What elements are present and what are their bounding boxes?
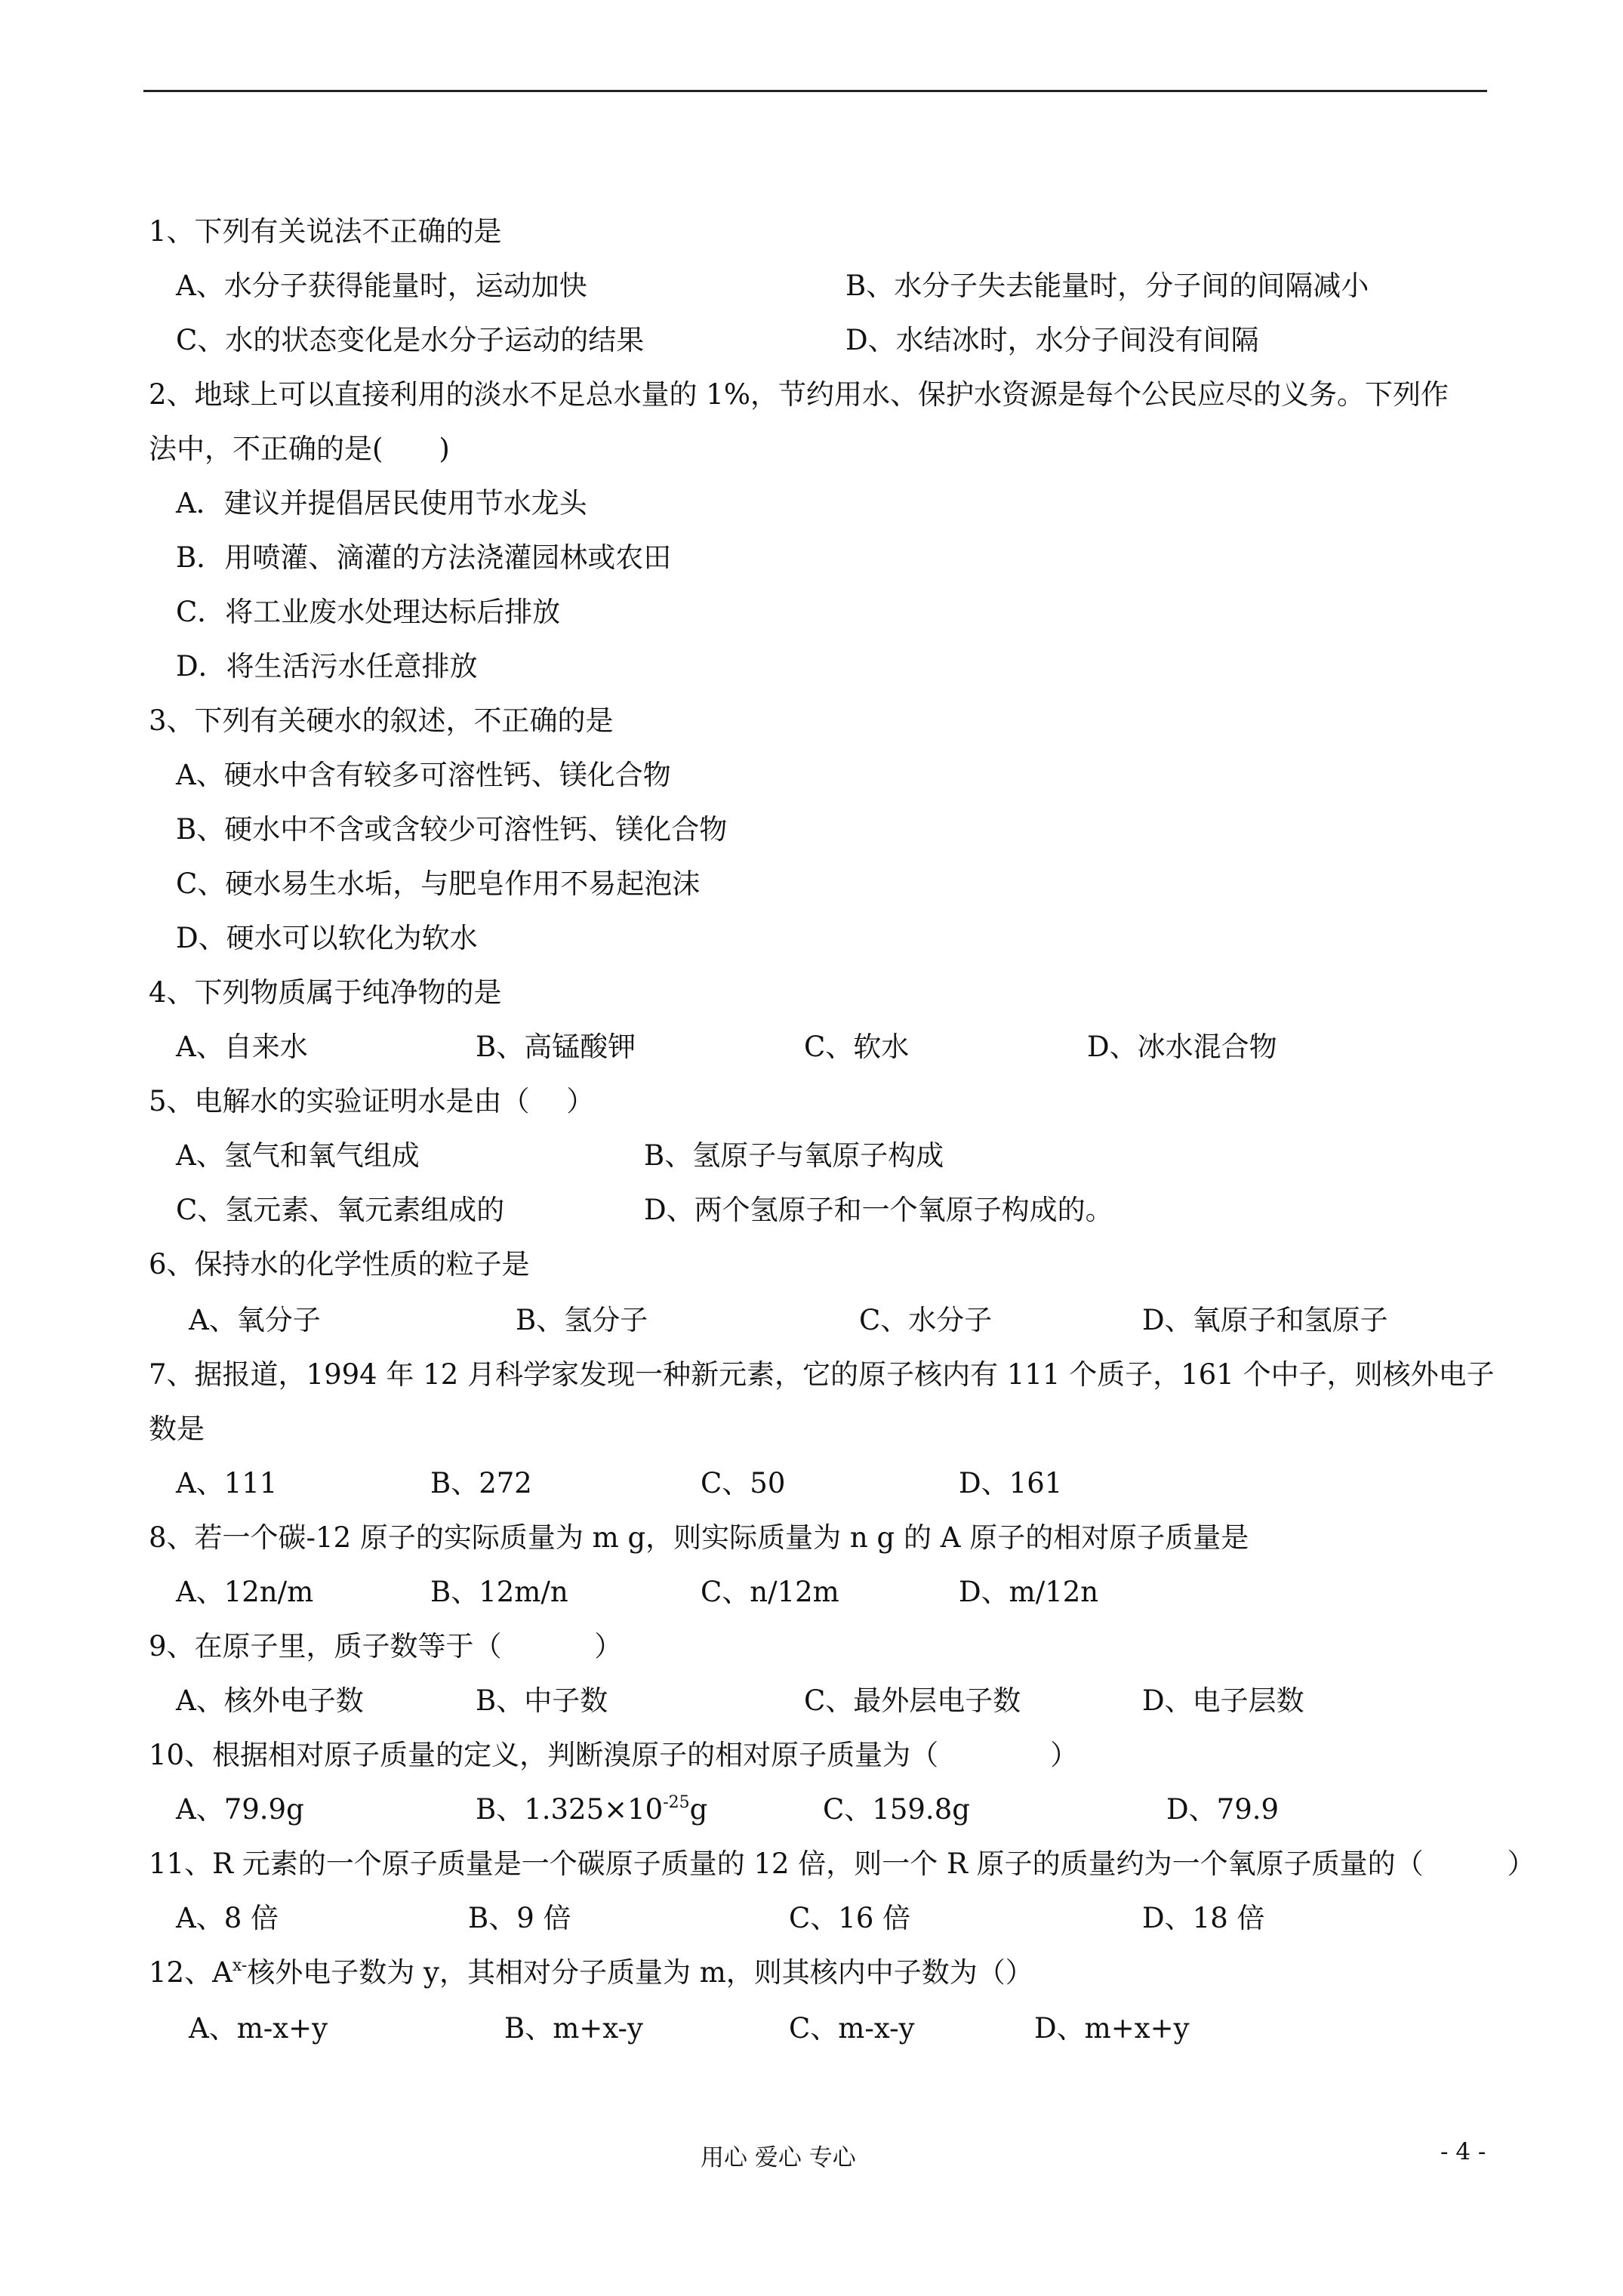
q9-option-a: A、核外电子数 (176, 1684, 364, 1717)
q10-option-b-base: B、1.325×10 (476, 1793, 664, 1826)
q12-stem-prefix: 12、A (149, 1956, 233, 1989)
q10-option-a: A、79.9g (176, 1793, 304, 1826)
q2-option-c: C．将工业废水处理达标后排放 (176, 596, 561, 628)
footer-motto: 用心 爱心 专心 (701, 2144, 856, 2171)
q12-stem-superscript: x- (232, 1955, 248, 1975)
q7-option-c: C、50 (701, 1467, 786, 1499)
question-11-stem: 11、R 元素的一个原子质量是一个碳原子质量的 12 倍，则一个 R 原子的质量约为一个氧原子质量的（ ） (149, 1848, 1535, 1880)
q10-option-b-unit: g (689, 1793, 708, 1826)
question-7-stem-line1: 7、据报道，1994 年 12 月科学家发现一种新元素，它的原子核内有 111 个质子，161 个中子，则核外电子 (149, 1358, 1495, 1391)
question-1-stem: 1、下列有关说法不正确的是 (149, 215, 502, 248)
question-4-stem: 4、下列物质属于纯净物的是 (149, 976, 502, 1009)
q7-option-a: A、111 (176, 1467, 278, 1499)
q11-option-a: A、8 倍 (176, 1902, 279, 1934)
q1-option-c: C、水的状态变化是水分子运动的结果 (176, 324, 645, 356)
q5-option-a: A、氢气和氧气组成 (176, 1139, 420, 1172)
q5-option-d: D、两个氢原子和一个氧原子构成的。 (644, 1194, 1113, 1226)
question-6-stem: 6、保持水的化学性质的粒子是 (149, 1248, 530, 1281)
q8-option-d: D、m/12n (959, 1576, 1099, 1608)
q9-option-d: D、电子层数 (1142, 1684, 1304, 1717)
q4-option-d: D、冰水混合物 (1087, 1031, 1277, 1063)
question-2-stem-line1: 2、地球上可以直接利用的淡水不足总水量的 1%，节约用水、保护水资源是每个公民应尽的义务。下列作 (149, 378, 1449, 411)
q6-option-d: D、氧原子和氢原子 (1142, 1304, 1388, 1336)
q4-option-b: B、高锰酸钾 (476, 1031, 636, 1063)
q5-option-b: B、氢原子与氧原子构成 (644, 1139, 944, 1172)
q2-option-b: B．用喷灌、滴灌的方法浇灌园林或农田 (176, 541, 672, 574)
q1-option-a: A、水分子获得能量时，运动加快 (176, 270, 587, 302)
q11-option-c: C、16 倍 (789, 1902, 911, 1934)
question-5-stem: 5、电解水的实验证明水是由（ ） (149, 1085, 595, 1117)
q1-option-d: D、水结冰时，水分子间没有间隔 (845, 324, 1259, 356)
q7-option-b: B、272 (430, 1467, 532, 1499)
q3-option-d: D、硬水可以软化为软水 (176, 922, 478, 954)
q11-option-b: B、9 倍 (468, 1902, 571, 1934)
q8-option-a: A、12n/m (176, 1576, 314, 1608)
q10-option-b (476, 1793, 707, 1826)
page-number: - 4 - (1440, 2138, 1486, 2165)
q3-option-c: C、硬水易生水垢，与肥皂作用不易起泡沫 (176, 868, 701, 900)
q10-option-c: C、159.8g (823, 1793, 970, 1826)
q12-option-d: D、m+x+y (1034, 2012, 1190, 2045)
question-8-stem: 8、若一个碳-12 原子的实际质量为 m g，则实际质量为 n g 的 A 原子的相对原子质量是 (149, 1521, 1249, 1554)
q11-option-d: D、18 倍 (1142, 1902, 1265, 1934)
question-9-stem: 9、在原子里，质子数等于（ ） (149, 1630, 623, 1663)
q1-option-b: B、水分子失去能量时，分子间的间隔减小 (845, 270, 1369, 302)
q9-option-b: B、中子数 (476, 1684, 608, 1717)
q12-option-c: C、m-x-y (789, 2012, 915, 2045)
q6-option-a: A、氧分子 (189, 1304, 321, 1336)
question-10-stem: 10、根据相对原子质量的定义，判断溴原子的相对原子质量为（ ） (149, 1739, 1079, 1771)
q2-option-a: A．建议并提倡居民使用节水龙头 (176, 487, 587, 519)
q10-option-b-exponent: -25 (663, 1792, 690, 1812)
q7-option-d: D、161 (959, 1467, 1063, 1499)
q3-option-b: B、硬水中不含或含较少可溶性钙、镁化合物 (176, 813, 728, 846)
q8-option-b: B、12m/n (430, 1576, 568, 1608)
q12-option-a: A、m-x+y (189, 2012, 328, 2045)
q8-option-c: C、n/12m (701, 1576, 839, 1608)
q12-option-b: B、m+x-y (504, 2012, 643, 2045)
q6-option-b: B、氢分子 (516, 1304, 648, 1336)
q10-option-d: D、79.9 (1166, 1793, 1280, 1826)
q4-option-a: A、自来水 (176, 1031, 308, 1063)
question-12-stem (149, 1956, 1033, 1989)
q12-stem-suffix: 核外电子数为 y，其相对分子质量为 m，则其核内中子数为（） (247, 1956, 1033, 1989)
q3-option-a: A、硬水中含有较多可溶性钙、镁化合物 (176, 759, 671, 791)
question-3-stem: 3、下列有关硬水的叙述，不正确的是 (149, 704, 614, 737)
q5-option-c: C、氢元素、氧元素组成的 (176, 1194, 505, 1226)
q2-option-d: D．将生活污水任意排放 (176, 650, 478, 683)
header-rule (143, 90, 1487, 92)
q4-option-c: C、软水 (804, 1031, 910, 1063)
q6-option-c: C、水分子 (859, 1304, 993, 1336)
question-7-stem-line2: 数是 (149, 1413, 205, 1445)
q9-option-c: C、最外层电子数 (804, 1684, 1021, 1717)
question-2-stem-line2: 法中，不正确的是( ) (149, 433, 450, 465)
